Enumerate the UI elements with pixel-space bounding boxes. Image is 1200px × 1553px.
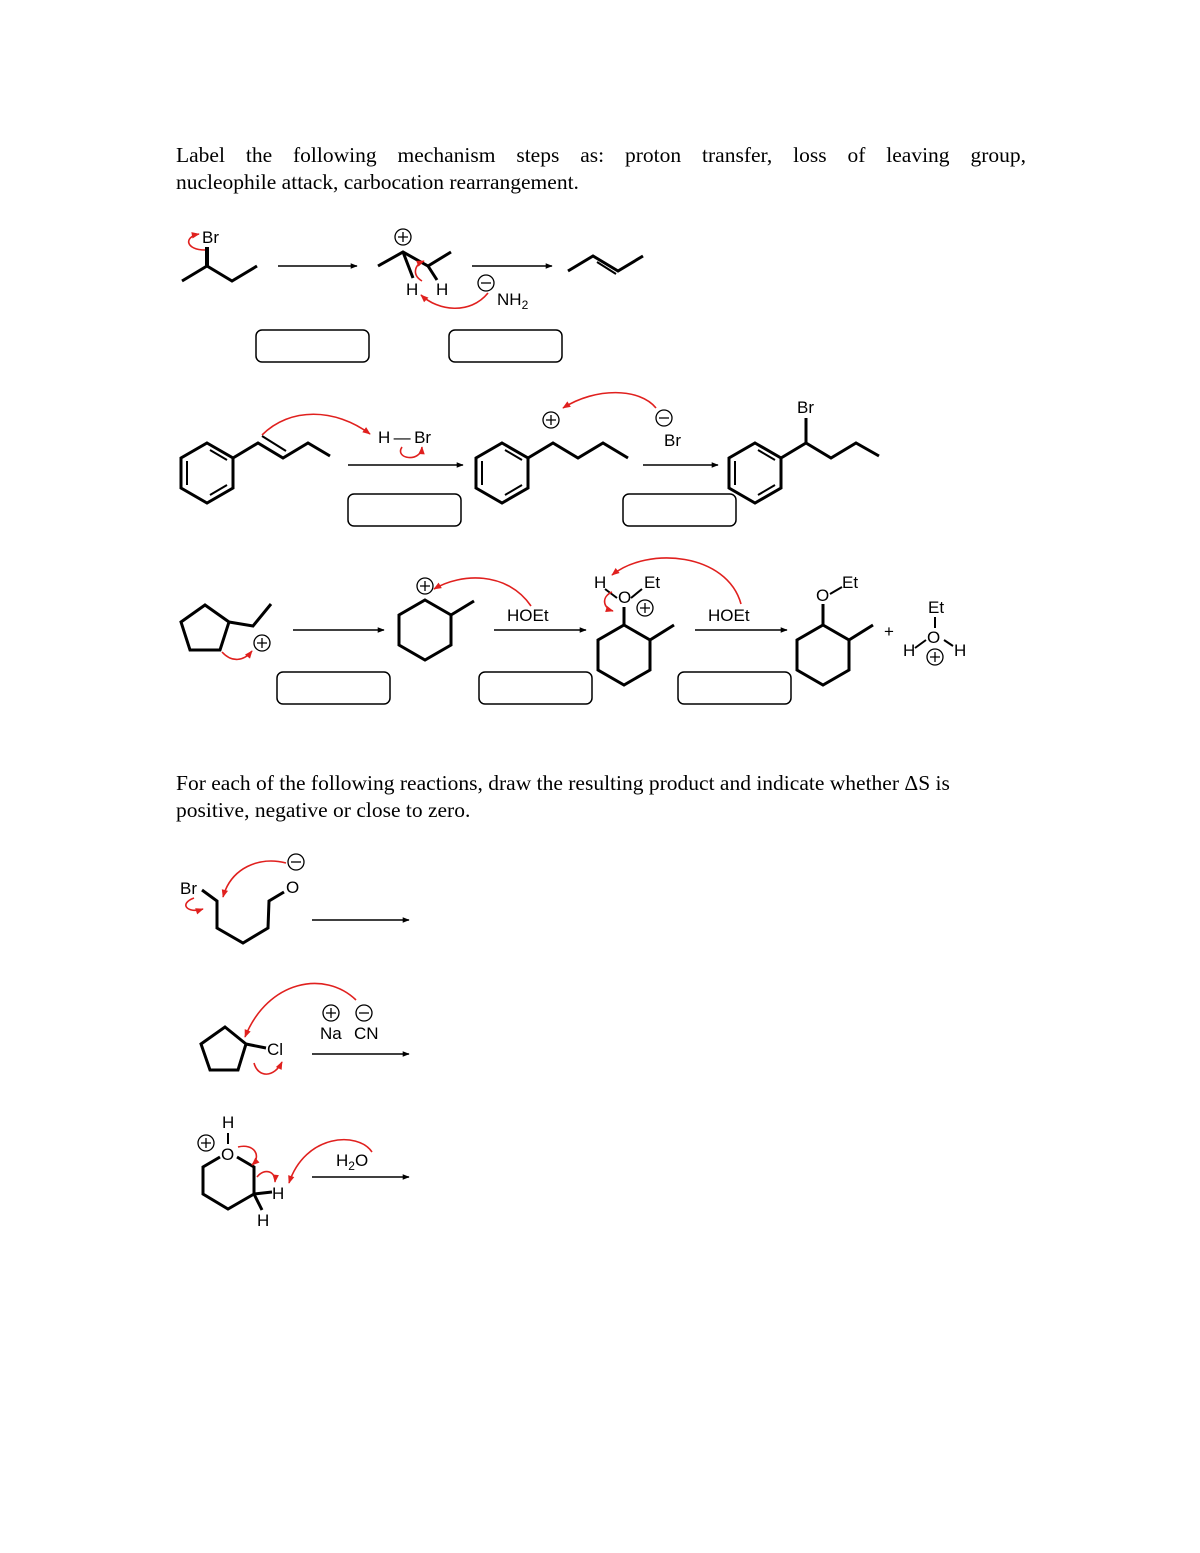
hydrogen-label: H [257,1211,270,1230]
bromine-label: Br [797,398,814,417]
curved-arrow [262,414,370,435]
plus-sign: + [884,622,894,641]
mechanism-2 [181,393,879,526]
hydrogen-label: H [903,641,916,660]
reaction-2 [201,983,409,1074]
water-label: $H_2O$ [336,1151,369,1173]
protonated-ethanol [903,598,966,665]
instructions-line-2: nucleophile attack, carbocation rearrangement. [176,170,579,194]
reaction-3 [198,1113,409,1230]
curved-arrow [257,1172,275,1182]
alkoxide-oxygen-label: O [286,878,300,897]
secondary-carbocation [378,229,529,312]
ethanol-label: HOEt [708,606,750,625]
instructions-line-1: Label the following mechanism steps as: proton transfer, loss of leaving group, [176,143,1026,167]
mechanism-1 [182,228,643,362]
answer-box-step-1[interactable] [256,330,369,362]
hbr-reagent-label: H — Br [378,428,432,447]
curved-arrow [254,1062,282,1074]
instructions-entropy: For each of the following reactions, draw the resulting product and indicate whether ΔS is positive, negative or close to zero. [176,771,950,822]
oxygen-label: O [618,588,632,607]
base-label: $NH_2$ [497,290,529,312]
curved-arrow [563,393,656,408]
ethyl-label: Et [842,573,859,592]
cyclopentyl-ethyl-carbocation [181,604,271,659]
oxonium-intermediate [594,558,750,685]
2-bromobutane [182,228,257,281]
cyanide-label: CN [354,1024,379,1043]
hydrogen-label: H [222,1113,235,1132]
1-bromo-1-phenylbutane [729,398,879,503]
hydrogen-label: H [436,280,449,299]
hydrogen-label: H [954,641,967,660]
methylcyclohexyl-cation [399,578,549,660]
ethyl-label: Et [644,573,661,592]
hydrogen-label: H [594,573,607,592]
chlorine-label: Cl [267,1040,284,1059]
1-phenylbutene [181,436,330,503]
answer-box-step-3[interactable] [348,494,461,526]
curved-arrow [186,898,203,910]
sodium-label: Na [320,1024,342,1043]
curved-arrow [223,861,286,897]
ethyl-label: Et [928,598,945,617]
oxygen-label: O [816,586,830,605]
reaction-1 [180,854,409,943]
curved-arrow [434,578,531,606]
curved-arrow [222,651,252,659]
answer-box-step-5[interactable] [277,672,390,704]
leaving-group-label: Br [202,228,219,247]
2-butene [568,256,643,274]
oxygen-label: O [927,628,941,647]
answer-box-step-7[interactable] [678,672,791,704]
bromide-label: Br [664,431,681,450]
ethanol-label: HOEt [507,606,549,625]
curved-arrow [401,447,422,458]
curved-arrow [421,293,488,308]
answer-box-step-6[interactable] [479,672,592,704]
answer-box-step-4[interactable] [623,494,736,526]
answer-box-step-2[interactable] [449,330,562,362]
hydrogen-label: H [272,1184,285,1203]
hydrogen-label: H [406,280,419,299]
benzylic-carbocation [476,393,681,503]
bromine-label: Br [180,879,197,898]
ether-product [797,573,873,685]
mechanism-3 [181,558,966,704]
oxygen-label: O [221,1145,235,1164]
